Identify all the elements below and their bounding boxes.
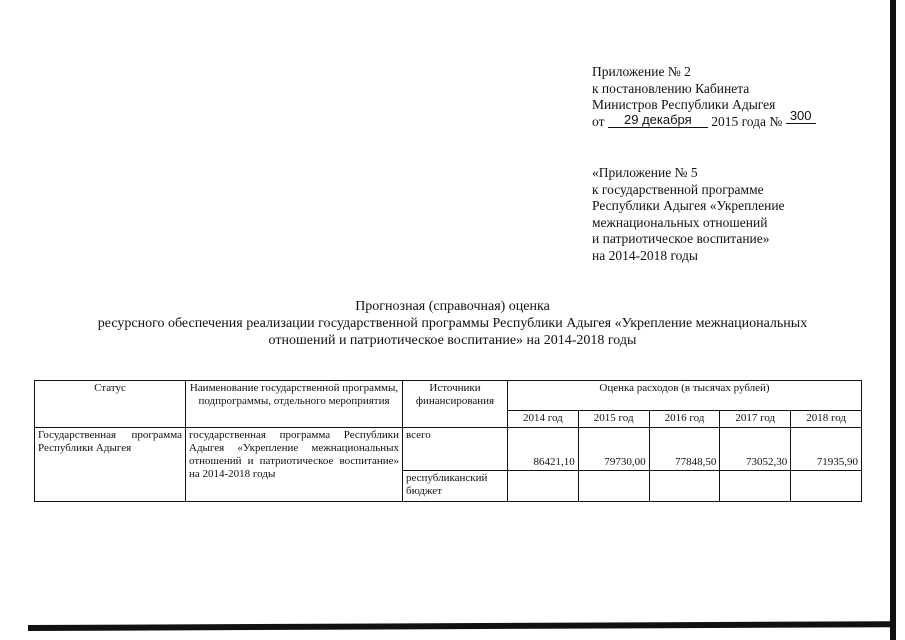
row-status: Государственная программа Республики Адыгея: [35, 428, 186, 502]
value-cell: [791, 471, 862, 502]
appendix5-line: Республики Адыгея «Укрепление: [592, 198, 785, 213]
title-line: ресурсного обеспечения реализации государственной программы Республики Адыгея «Укрепление межнациональных: [97, 316, 808, 331]
header-year: 2018 год: [791, 411, 862, 428]
appendix5-line: на 2014-2018 годы: [592, 247, 698, 263]
value-cell: 73052,30: [720, 428, 791, 471]
appendix-line: Министров Республики Адыгея: [592, 97, 776, 112]
header-year: 2014 год: [508, 411, 579, 428]
title-line: Прогнозная (справочная) оценка: [355, 299, 550, 314]
appendix-line: Приложение № 2: [592, 64, 691, 79]
page-bottom-edge: [28, 621, 896, 631]
row-source-total: всего: [403, 428, 508, 471]
value-cell: 77848,50: [649, 428, 720, 471]
date-prefix: от: [592, 113, 605, 129]
value-cell: 86421,10: [508, 428, 579, 471]
page-right-edge: [890, 0, 896, 640]
value-cell: [508, 471, 579, 502]
header-year: 2016 год: [649, 411, 720, 428]
header-source: Источники финансирования: [403, 381, 508, 428]
value-cell: 79730,00: [578, 428, 649, 471]
appendix5-line: «Приложение № 5: [592, 165, 698, 180]
resolution-date: 29 декабря: [608, 113, 708, 128]
row-name: государственная программа Республики Адыгея «Укрепление межнациональных отношений и патриотическое воспитание» на 2014-2018 годы: [186, 428, 403, 502]
value-cell: [649, 471, 720, 502]
resolution-number: 300: [786, 109, 816, 124]
date-year-label: 2015 года №: [711, 113, 783, 129]
header-status: Статус: [35, 381, 186, 428]
header-year: 2017 год: [720, 411, 791, 428]
appendix-date-line: [592, 107, 852, 131]
appendix-header: [592, 64, 852, 130]
budget-table: [34, 380, 862, 502]
value-cell: [720, 471, 791, 502]
appendix5-line: к государственной программе: [592, 181, 764, 197]
table-row: [35, 428, 862, 471]
header-name: Наименование государственной программы, подпрограммы, отдельного мероприятия: [186, 381, 403, 428]
appendix-line: к постановлению Кабинета: [592, 80, 750, 96]
title-line: отношений и патриотическое воспитание» на 2014-2018 годы: [268, 333, 637, 348]
appendix5-line: и патриотическое воспитание»: [592, 231, 770, 246]
row-source-republican: республиканский бюджет: [403, 471, 508, 502]
value-cell: 71935,90: [791, 428, 862, 471]
value-cell: [578, 471, 649, 502]
table-header-row: [35, 381, 862, 411]
appendix5-line: межнациональных отношений: [592, 214, 768, 230]
header-year: 2015 год: [578, 411, 649, 428]
appendix5-header: [592, 165, 852, 264]
document-title: [40, 298, 865, 349]
header-estimate: Оценка расходов (в тысячах рублей): [508, 381, 862, 411]
